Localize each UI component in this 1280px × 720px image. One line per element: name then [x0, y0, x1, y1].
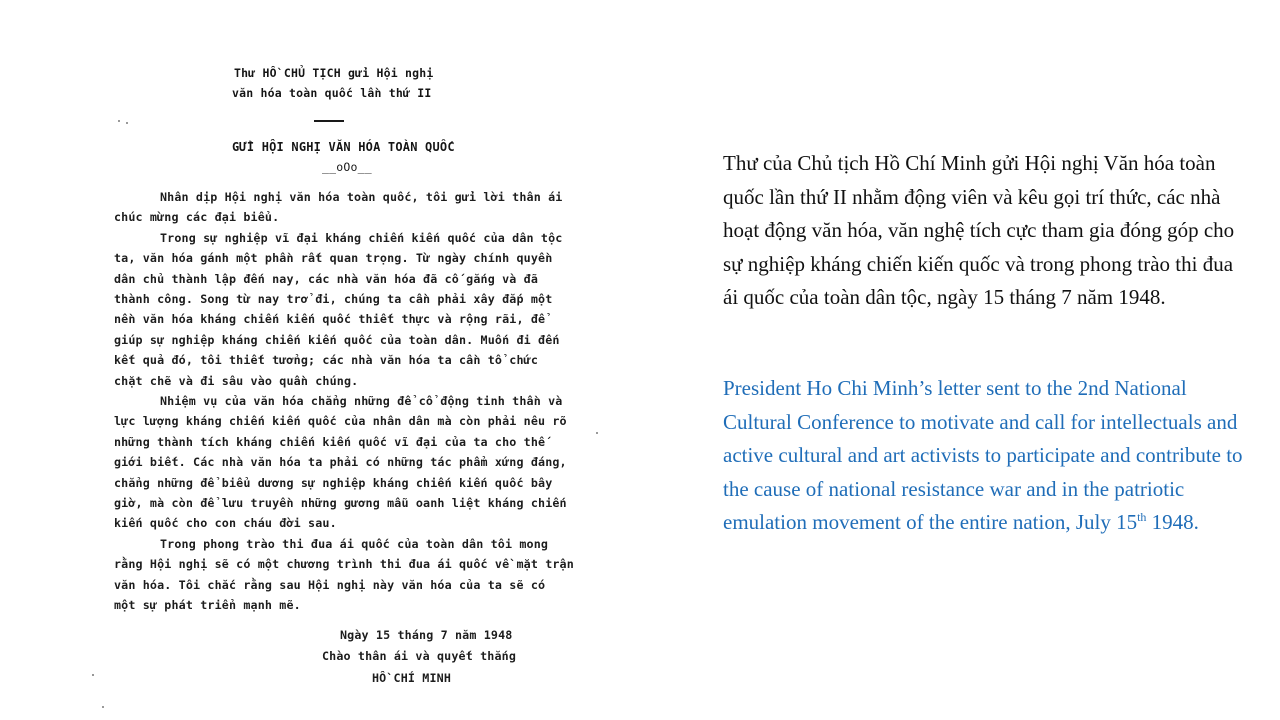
letter-body-line: những thành tích kháng chiến kiến quốc vĩ đại của ta cho thế — [114, 434, 546, 449]
letter-body-line: giới biết. Các nhà văn hóa ta phải có những tác phẩm xứng đáng, — [114, 455, 567, 470]
letter-body-line: rằng Hội nghị sẽ có một chương trình thi đua ái quốc về mặt trận — [114, 557, 574, 572]
letter-body-line: chặt chẽ và đi sâu vào quần chúng. — [114, 373, 359, 388]
caption-english — [723, 372, 1253, 540]
scanned-letter — [96, 40, 616, 710]
caption-english-superscript: th — [1137, 510, 1147, 524]
letter-body-line: kết quả đó, tôi thiết tưởng; các nhà văn hóa ta cần tổ chức — [114, 353, 539, 368]
letter-ornament: __oOo__ — [322, 160, 372, 174]
letter-body-line: chẳng những để biểu dương sự nghiệp kháng chiến kiến quốc bây — [114, 475, 553, 490]
letter-date: Ngày 15 tháng 7 năm 1948 — [340, 628, 513, 642]
letter-body-line: Nhân dịp Hội nghị văn hóa toàn quốc, tôi gửi lời thân ái — [160, 190, 563, 204]
letter-body-line: giờ, mà còn để lưu truyền những gương mẫu oanh liệt kháng chiến — [114, 496, 567, 510]
letter-body-line: Trong phong trào thi đua ái quốc của toàn dân tôi mong — [160, 536, 549, 551]
letter-closing: Chào thân ái và quyết thắng — [322, 649, 517, 663]
letter-body-line: nền văn hóa kháng chiến kiến quốc thiết thực và rộng rãi, để — [114, 312, 546, 327]
scan-speck — [126, 122, 128, 124]
letter-header-line-1: Thư HỒ CHỦ TỊCH gửi Hội nghị — [234, 66, 434, 80]
letter-title: GỬI HỘI NGHỊ VĂN HÓA TOÀN QUỐC — [232, 140, 455, 154]
scan-speck — [118, 120, 120, 122]
caption-english-main: President Ho Chi Minh’s letter sent to the 2nd National Cultural Conference to motivate and call for intellectuals and active cultural and art activists to participate and contribute to the cause of national resistance war and in the patriotic emulation movement of the entire nation, July 15 — [723, 376, 1243, 534]
scan-speck — [596, 432, 598, 434]
letter-body-line: lực lượng kháng chiến kiến quốc của nhân dân mà còn phải nêu rõ — [114, 414, 567, 429]
header-divider — [314, 120, 344, 122]
letter-body-line: giúp sự nghiệp kháng chiến kiến quốc của toàn dân. Muốn đi đến — [114, 332, 560, 347]
letter-signature: HỒ CHÍ MINH — [372, 671, 452, 685]
letter-body-line: ta, văn hóa gánh một phần rất quan trọng. Từ ngày chính quyền — [114, 251, 553, 266]
letter-body-line: văn hóa. Tôi chắc rằng sau Hội nghị này văn hóa của ta sẽ có — [114, 577, 546, 592]
scan-speck — [92, 674, 94, 676]
letter-body-line: chúc mừng các đại biểu. — [114, 210, 280, 225]
letter-body-line: dân chủ thành lập đến nay, các nhà văn hóa đã cố gắng và đã — [114, 271, 539, 286]
letter-header-line-2: văn hóa toàn quốc lần thứ II — [232, 86, 432, 100]
scan-speck — [102, 706, 104, 708]
caption-english-tail: 1948. — [1146, 510, 1199, 534]
caption-vietnamese: Thư của Chủ tịch Hồ Chí Minh gửi Hội nghị Văn hóa toàn quốc lần thứ II nhằm động viên và kêu gọi trí thức, các nhà hoạt động văn hóa, văn nghệ tích cực tham gia đóng góp cho sự nghiệp kháng chiến kiến quốc và trong phong trào thi đua ái quốc của toàn dân tộc, ngày 15 tháng 7 năm 1948. — [723, 151, 1235, 309]
letter-body-line: kiến quốc cho con cháu đời sau. — [114, 516, 337, 531]
letter-body-line: một sự phát triển mạnh mẽ. — [114, 598, 301, 612]
letter-body-line: Trong sự nghiệp vĩ đại kháng chiến kiến quốc của dân tộc — [160, 230, 563, 245]
letter-body-line: Nhiệm vụ của văn hóa chẳng những để cổ động tinh thần và — [160, 394, 563, 408]
letter-body-line: thành công. Song từ nay trở đi, chúng ta cần phải xây đắp một — [114, 292, 553, 306]
